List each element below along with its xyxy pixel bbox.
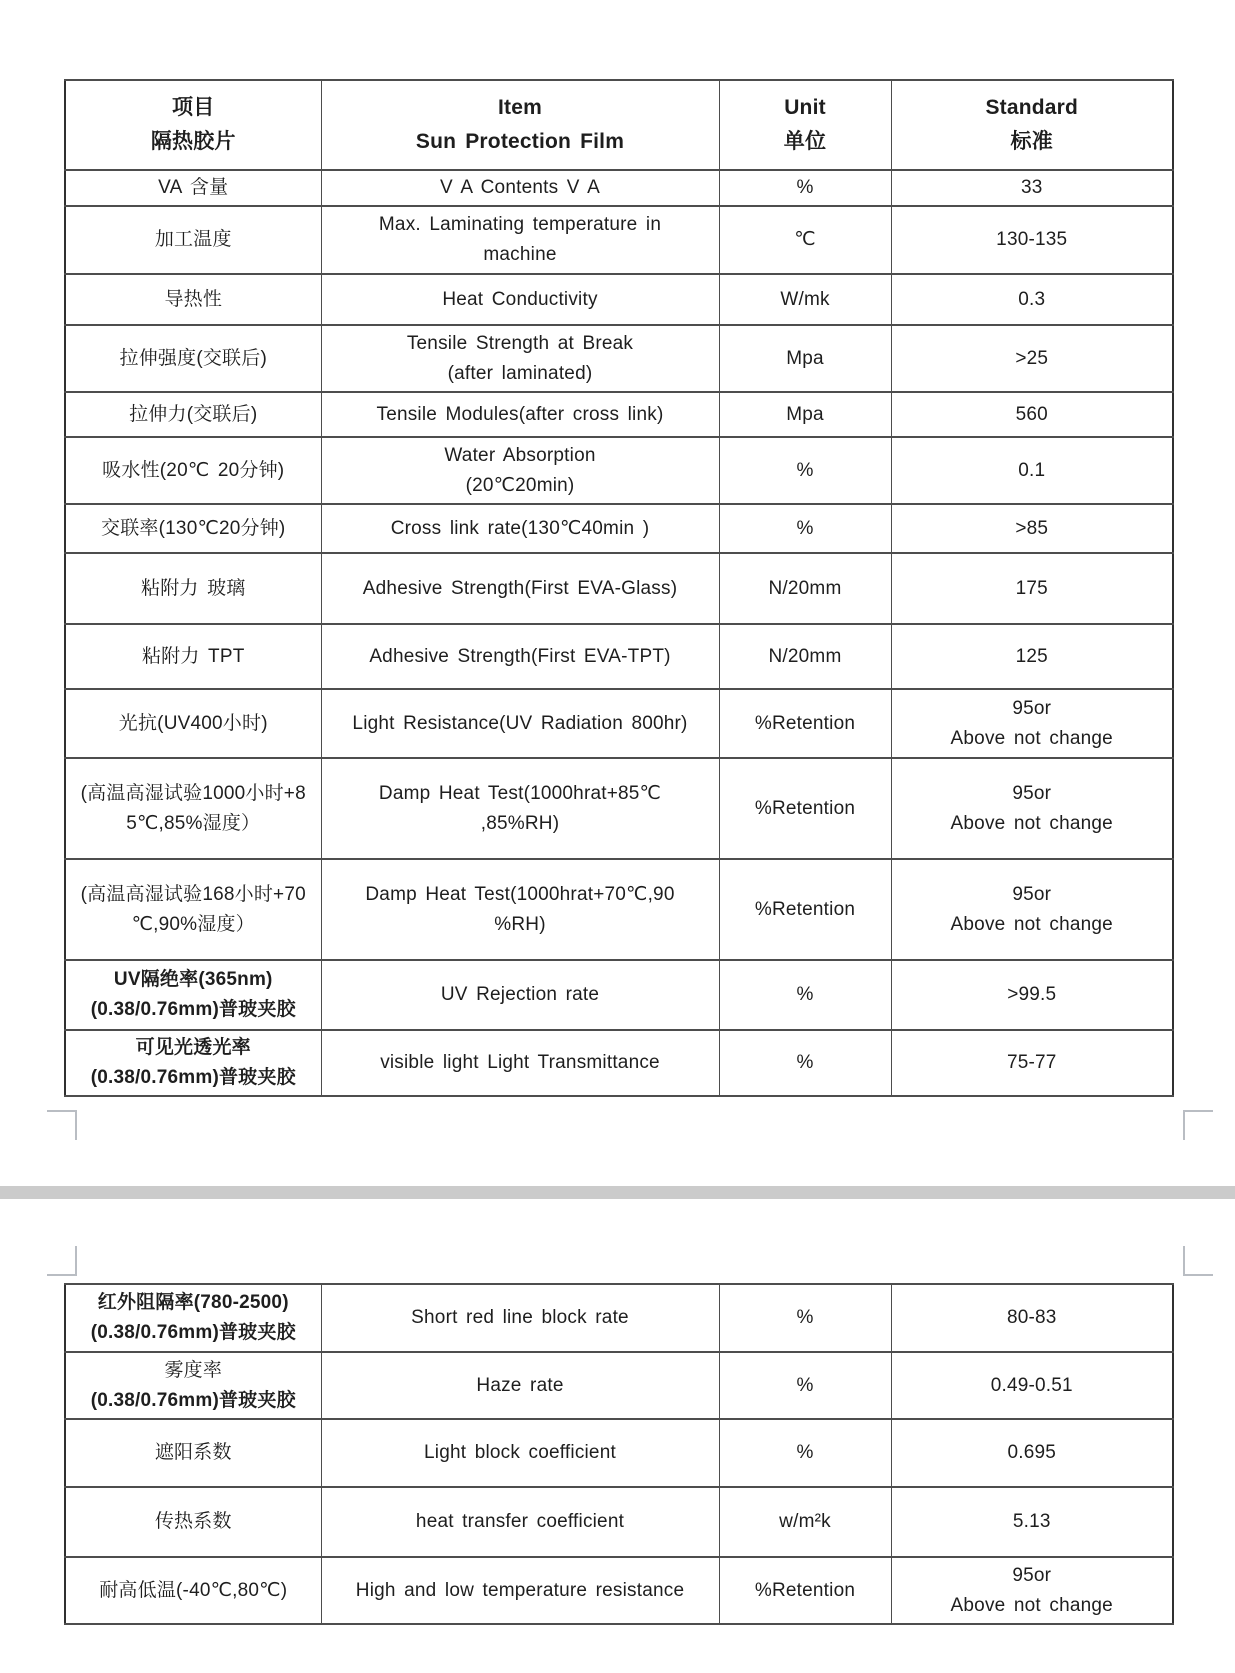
cell-line: (高温高湿试验168小时+70 (80, 883, 306, 905)
cell-line: Mpa (786, 347, 824, 369)
cell-line: 拉伸强度(交联后) (119, 347, 267, 369)
cell-line: 95or (1012, 1564, 1052, 1586)
cell-line: 隔热胶片 (150, 130, 236, 153)
cell-label (65, 170, 321, 206)
cell-line: 项目 (172, 96, 215, 119)
cell-unit (719, 1487, 891, 1557)
cell-standard (891, 170, 1173, 206)
header-row (65, 80, 1173, 170)
cell-unit (719, 325, 891, 392)
cell-item (321, 392, 719, 437)
cell-standard (891, 504, 1173, 553)
cell-item (321, 437, 719, 504)
cell-line: Short red line block rate (411, 1307, 629, 1328)
cell-line: 0.3 (1018, 288, 1046, 310)
cell-line: % (796, 459, 814, 481)
cell-line: (after laminated) (447, 362, 593, 384)
cell-line: 95or (1012, 697, 1052, 719)
spec-table-body-1 (65, 170, 1173, 1096)
cell-line: 33 (1020, 177, 1043, 198)
cell-line: UV Rejection rate (440, 984, 600, 1005)
cell-line: 耐高低温(-40℃,80℃) (99, 1579, 288, 1601)
cell-label (65, 624, 321, 689)
cell-line: Damp Heat Test(1000hrat+85℃ (378, 782, 662, 804)
cell-item (321, 758, 719, 859)
cell-unit (719, 1284, 891, 1352)
cell-line: 80-83 (1006, 1307, 1057, 1328)
cell-label (65, 437, 321, 504)
cell-line: Adhesive Strength(First EVA-TPT) (369, 645, 671, 667)
cell-item (321, 325, 719, 392)
table-row (65, 553, 1173, 624)
cell-line: Damp Heat Test(1000hrat+70℃,90 (365, 883, 675, 905)
cell-unit (719, 1030, 891, 1096)
cell-unit (719, 624, 891, 689)
cell-item (321, 960, 719, 1030)
cell-label (65, 859, 321, 960)
cell-line: 导热性 (164, 288, 223, 310)
table-row (65, 504, 1173, 553)
cell-line: W/mk (780, 288, 830, 310)
cell-label (65, 553, 321, 624)
cell-label (65, 960, 321, 1030)
cell-standard (891, 1284, 1173, 1352)
cell-line: Above not change (950, 913, 1113, 935)
cell-unit (719, 206, 891, 274)
cell-item (321, 170, 719, 206)
cell-unit (719, 758, 891, 859)
cell-line: VA 含量 (158, 177, 229, 198)
cell-line: Heat Conductivity (442, 288, 598, 310)
cell-label (65, 392, 321, 437)
table-row (65, 1030, 1173, 1096)
cell-line: % (796, 1374, 814, 1396)
cell-line: 红外阻隔率(780-2500) (97, 1292, 289, 1313)
cell-label (65, 689, 321, 758)
cell-line: %Retention (754, 797, 856, 819)
cell-line: Sun Protection Film (415, 130, 625, 153)
cell-unit (719, 689, 891, 758)
cell-item (321, 1487, 719, 1557)
cell-line: Cross link rate(130℃40min ) (390, 517, 650, 539)
cell-line: Water Absorption (444, 444, 596, 466)
cell-label (65, 1030, 321, 1096)
cell-line: Above not change (950, 812, 1113, 834)
cell-item (321, 1557, 719, 1624)
cell-line: 粘附力 TPT (141, 645, 245, 667)
cell-line: 光抗(UV400小时) (118, 712, 268, 734)
page1-bottom-right-margin-mark (1183, 1110, 1213, 1140)
cell-unit (719, 504, 891, 553)
table-row (65, 1487, 1173, 1557)
table-row (65, 859, 1173, 960)
cell-line: 0.695 (1007, 1442, 1057, 1463)
table-row (65, 758, 1173, 859)
cell-line: w/m²k (779, 1511, 831, 1532)
cell-unit (719, 170, 891, 206)
cell-unit (719, 1557, 891, 1624)
cell-line: >25 (1015, 347, 1049, 369)
cell-line: (0.38/0.76mm)普玻夹胶 (90, 1322, 296, 1343)
cell-line: 5℃,85%湿度） (126, 812, 261, 834)
cell-line: Haze rate (476, 1374, 564, 1396)
cell-line: %Retention (754, 712, 856, 734)
cell-line: Above not change (950, 727, 1113, 749)
cell-standard (891, 1352, 1173, 1419)
cell-line: 交联率(130℃20分钟) (101, 517, 286, 539)
table-row (65, 437, 1173, 504)
cell-line: Light block coefficient (424, 1442, 616, 1463)
cell-unit (719, 1352, 891, 1419)
cell-line: % (796, 177, 814, 198)
cell-label (65, 1284, 321, 1352)
cell-line: Above not change (950, 1594, 1113, 1616)
table-row (65, 960, 1173, 1030)
table-row (65, 1352, 1173, 1419)
cell-line: % (796, 517, 814, 539)
cell-label (65, 274, 321, 325)
cell-unit (719, 1419, 891, 1487)
cell-line: %Retention (754, 1579, 856, 1601)
cell-line: 130-135 (996, 229, 1068, 250)
cell-item (321, 1419, 719, 1487)
cell-line: 可见光透光率 (135, 1037, 251, 1058)
cell-item (321, 859, 719, 960)
cell-line: 0.1 (1018, 459, 1046, 481)
cell-unit (719, 960, 891, 1030)
cell-label (65, 758, 321, 859)
cell-line: heat transfer coefficient (415, 1511, 625, 1532)
cell-standard (891, 1419, 1173, 1487)
cell-line: 遮阳系数 (154, 1442, 232, 1463)
cell-standard (891, 689, 1173, 758)
cell-item (321, 624, 719, 689)
cell-line: 75-77 (1006, 1052, 1057, 1073)
header-cell-standard (891, 80, 1173, 170)
cell-line: 95or (1012, 782, 1052, 804)
cell-line: 雾度率 (164, 1359, 223, 1381)
cell-line: Light Resistance(UV Radiation 800hr) (352, 712, 688, 734)
cell-standard (891, 960, 1173, 1030)
cell-unit (719, 437, 891, 504)
cell-label (65, 1557, 321, 1624)
cell-line: 单位 (783, 130, 827, 153)
cell-line: Item (498, 96, 542, 119)
cell-standard (891, 206, 1173, 274)
page2-top-right-margin-mark (1183, 1246, 1213, 1276)
cell-label (65, 1487, 321, 1557)
cell-line: 拉伸力(交联后) (129, 403, 258, 425)
page2-top-left-margin-mark (47, 1246, 77, 1276)
cell-item (321, 206, 719, 274)
page-break-band (0, 1186, 1235, 1199)
cell-line: (20℃20min) (465, 474, 575, 496)
cell-standard (891, 325, 1173, 392)
cell-line: (高温高湿试验1000小时+8 (80, 782, 306, 804)
cell-line: % (796, 1442, 814, 1463)
table-row (65, 274, 1173, 325)
cell-item (321, 504, 719, 553)
cell-line: (0.38/0.76mm)普玻夹胶 (90, 999, 296, 1020)
cell-line: V A Contents V A (440, 177, 600, 198)
cell-standard (891, 392, 1173, 437)
cell-label (65, 206, 321, 274)
header-cell-unit (719, 80, 891, 170)
cell-line: Mpa (786, 403, 824, 425)
cell-line: % (796, 984, 814, 1005)
cell-line: 粘附力 玻璃 (141, 577, 246, 599)
cell-line: Adhesive Strength(First EVA-Glass) (362, 577, 678, 599)
cell-line: Unit (784, 96, 826, 119)
cell-line: 加工温度 (154, 229, 232, 250)
cell-line: 175 (1015, 577, 1048, 599)
cell-line: N/20mm (768, 645, 842, 667)
cell-unit (719, 392, 891, 437)
cell-line: visible light Light Transmittance (380, 1052, 660, 1073)
cell-line: 5.13 (1012, 1511, 1051, 1532)
cell-label (65, 504, 321, 553)
table-row (65, 170, 1173, 206)
cell-standard (891, 758, 1173, 859)
cell-unit (719, 859, 891, 960)
cell-line: High and low temperature resistance (355, 1579, 685, 1601)
cell-item (321, 1284, 719, 1352)
table-row (65, 1419, 1173, 1487)
cell-line: ℃,90%湿度） (131, 913, 255, 935)
cell-line: 标准 (1010, 130, 1053, 153)
cell-line: %Retention (754, 898, 856, 920)
cell-standard (891, 1487, 1173, 1557)
cell-line: %RH) (494, 913, 546, 935)
table-row (65, 624, 1173, 689)
spec-table-body-2 (65, 1284, 1173, 1624)
cell-line: 0.49-0.51 (990, 1374, 1073, 1396)
cell-line: 125 (1015, 645, 1048, 667)
cell-line: ℃ (794, 229, 816, 250)
page1-bottom-left-margin-mark (47, 1110, 77, 1140)
cell-standard (891, 437, 1173, 504)
cell-standard (891, 1030, 1173, 1096)
cell-line: Tensile Strength at Break (406, 332, 634, 354)
cell-line: % (796, 1052, 814, 1073)
cell-line: (0.38/0.76mm)普玻夹胶 (90, 1389, 296, 1411)
cell-standard (891, 859, 1173, 960)
cell-line: N/20mm (768, 577, 842, 599)
table-row (65, 1557, 1173, 1624)
cell-item (321, 553, 719, 624)
cell-item (321, 1352, 719, 1419)
cell-standard (891, 624, 1173, 689)
cell-label (65, 325, 321, 392)
cell-line: UV隔绝率(365nm) (113, 969, 273, 990)
table-row (65, 1284, 1173, 1352)
cell-line: 560 (1015, 403, 1048, 425)
cell-standard (891, 553, 1173, 624)
cell-line: 传热系数 (154, 1511, 232, 1532)
cell-line: Tensile Modules(after cross link) (376, 403, 664, 425)
table-row (65, 689, 1173, 758)
cell-line: Standard (985, 96, 1079, 119)
table-row (65, 206, 1173, 274)
cell-label (65, 1352, 321, 1419)
cell-line: Max. Laminating temperature in (378, 214, 662, 235)
cell-line: (0.38/0.76mm)普玻夹胶 (90, 1067, 296, 1088)
table-row (65, 325, 1173, 392)
spec-table-header (65, 80, 1173, 170)
cell-line: 95or (1012, 883, 1052, 905)
table-row (65, 392, 1173, 437)
cell-line: % (796, 1307, 814, 1328)
spec-table-page1 (64, 79, 1174, 1097)
cell-line: ,85%RH) (480, 812, 560, 834)
header-cell-item (321, 80, 719, 170)
cell-unit (719, 553, 891, 624)
header-cell-label (65, 80, 321, 170)
cell-standard (891, 1557, 1173, 1624)
cell-line: 吸水性(20℃ 20分钟) (102, 459, 285, 481)
spec-table-page2 (64, 1283, 1174, 1625)
cell-item (321, 689, 719, 758)
cell-item (321, 274, 719, 325)
cell-unit (719, 274, 891, 325)
cell-label (65, 1419, 321, 1487)
cell-line: >85 (1015, 517, 1049, 539)
cell-item (321, 1030, 719, 1096)
cell-line: >99.5 (1007, 984, 1057, 1005)
cell-line: machine (483, 244, 557, 265)
cell-standard (891, 274, 1173, 325)
